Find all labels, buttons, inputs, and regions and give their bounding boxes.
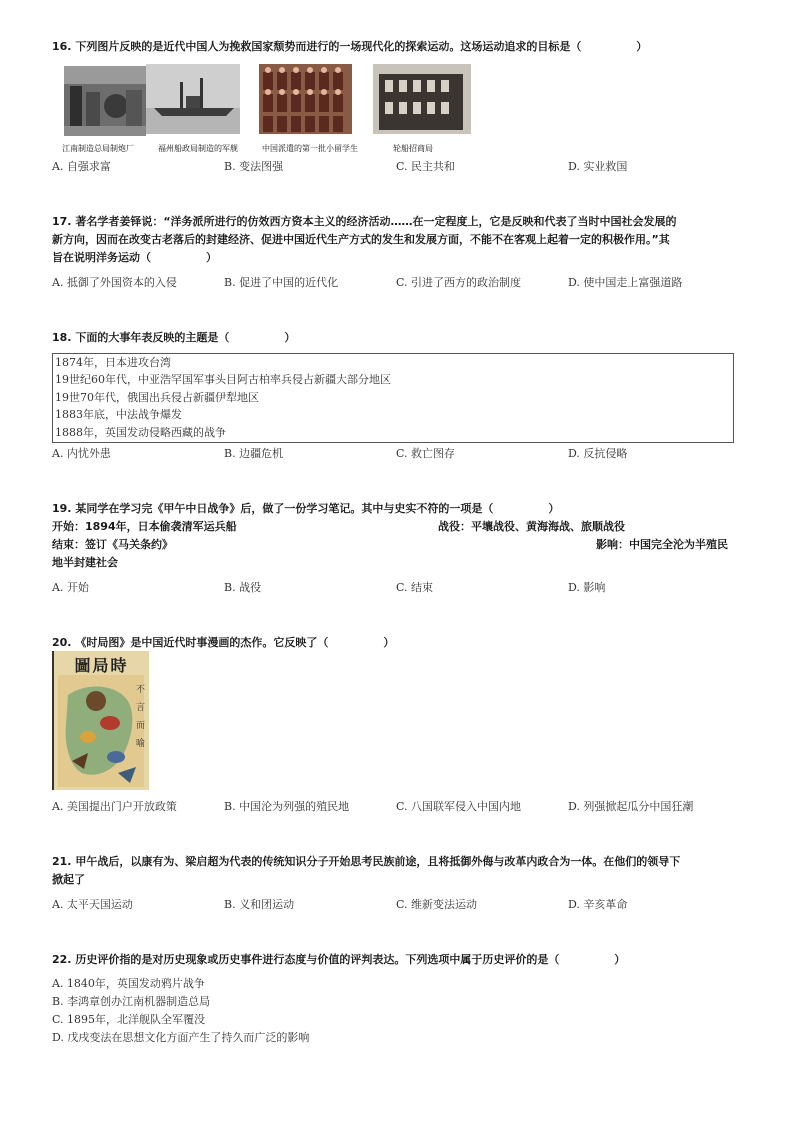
q21-stem-line2: 掀起了 bbox=[52, 873, 85, 886]
q22-option-b[interactable]: B. 李鸿章创办江南机器制造总局 bbox=[52, 995, 211, 1008]
q21-option-d[interactable]: D. 辛亥革命 bbox=[568, 898, 628, 911]
q21-option-b[interactable]: B. 义和团运动 bbox=[224, 898, 295, 911]
q22-option-c[interactable]: C. 1895年，北洋舰队全军覆没 bbox=[52, 1013, 206, 1026]
q16-photo-arsenal bbox=[64, 66, 146, 136]
q18-option-b[interactable]: B. 边疆危机 bbox=[224, 447, 284, 460]
q18-option-a[interactable]: A. 内忧外患 bbox=[52, 447, 111, 460]
q16-option-b[interactable]: B. 变法图强 bbox=[224, 160, 284, 173]
q21-stem-line1: 21. 甲午战后，以康有为、梁启超为代表的传统知识分子开始思考民族前途，且将抵御外侮与改革内政合为一体。在他们的领导下 bbox=[52, 855, 681, 868]
q19-option-c[interactable]: C. 结束 bbox=[396, 581, 434, 594]
q17-option-b[interactable]: B. 促进了中国的近代化 bbox=[224, 276, 339, 289]
q18-table-row: 1883年底，中法战争爆发 bbox=[55, 408, 182, 422]
q18-stem: 18. 下面的大事年表反映的主题是（ ） bbox=[52, 331, 296, 344]
q20-option-a[interactable]: A. 美国提出门户开放政策 bbox=[52, 800, 177, 813]
q18-table-row: 1874年，日本进攻台湾 bbox=[55, 356, 171, 369]
q19-note-impact-cont: 地半封建社会 bbox=[52, 556, 118, 569]
q16-caption-1: 江南制造总局制炮厂 bbox=[62, 144, 134, 153]
q17-option-c[interactable]: C. 引进了西方的政治制度 bbox=[396, 276, 522, 289]
q18-option-d[interactable]: D. 反抗侵略 bbox=[568, 447, 628, 460]
q17-stem-line3: 旨在说明洋务运动（ ） bbox=[52, 251, 217, 264]
q16-option-a[interactable]: A. 自强求富 bbox=[52, 160, 111, 173]
q20-option-c[interactable]: C. 八国联军侵入中国内地 bbox=[396, 800, 522, 813]
q19-note-battle: 战役：平壤战役、黄海海战、旅顺战役 bbox=[438, 520, 625, 533]
q16-photo-students bbox=[259, 64, 352, 134]
q19-option-a[interactable]: A. 开始 bbox=[52, 581, 89, 594]
q17-stem-line1: 17. 著名学者姜铎说：“洋务派所进行的仿效西方资本主义的经济活动……在一定程度上，它是反映和代表了当时中国社会发展的 bbox=[52, 215, 677, 228]
q21-option-a[interactable]: A. 太平天国运动 bbox=[52, 898, 133, 911]
q22-option-a[interactable]: A. 1840年，英国发动鸦片战争 bbox=[52, 977, 205, 990]
q16-caption-2: 福州船政局制造的军舰 bbox=[158, 144, 238, 153]
q17-stem-line2: 新方向，因而在改变古老落后的封建经济、促进中国近代生产方式的发生和发展方面，不能不在客观上起着一定的积极作用。”其 bbox=[52, 233, 670, 246]
q19-note-impact: 影响：中国完全沦为半殖民 bbox=[596, 538, 728, 551]
q20-cartoon-title: 圖局時 bbox=[74, 656, 129, 675]
q22-option-d[interactable]: D. 戊戌变法在思想文化方面产生了持久而广泛的影响 bbox=[52, 1031, 310, 1044]
q20-cartoon-image bbox=[52, 651, 149, 790]
q16-caption-3: 中国派遣的第一批小留学生 bbox=[262, 144, 358, 153]
q20-cartoon-map bbox=[58, 675, 144, 787]
q20-cartoon-side-text: 不言而喻 bbox=[136, 685, 146, 749]
q19-stem: 19. 某同学在学习完《甲午中日战争》后，做了一份学习笔记。其中与史实不符的一项是（ ） bbox=[52, 502, 560, 515]
q20-stem: 20. 《时局图》是中国近代时事漫画的杰作。它反映了（ ） bbox=[52, 636, 395, 649]
q22-stem: 22. 历史评价指的是对历史现象或历史事件进行态度与价值的评判表达。下列选项中属于历史评价的是（ ） bbox=[52, 953, 626, 966]
q18-table-row: 19世70年代，俄国出兵侵占新疆伊犁地区 bbox=[55, 390, 259, 404]
q19-note-end: 结束：签订《马关条约》 bbox=[52, 538, 173, 551]
q16-option-c[interactable]: C. 民主共和 bbox=[396, 160, 456, 173]
q17-option-a[interactable]: A. 抵御了外国资本的入侵 bbox=[52, 276, 177, 289]
q21-option-c[interactable]: C. 维新变法运动 bbox=[396, 898, 478, 911]
q16-stem: 16. 下列图片反映的是近代中国人为挽救国家颓势而进行的一场现代化的探索运动。这场运动追求的目标是（ ） bbox=[52, 40, 648, 53]
q20-option-d[interactable]: D. 列强掀起瓜分中国狂潮 bbox=[568, 800, 694, 813]
q18-table-row: 1888年，英国发动侵略西藏的战争 bbox=[55, 425, 226, 439]
q17-option-d[interactable]: D. 使中国走上富强道路 bbox=[568, 276, 683, 289]
q19-note-start: 开始：1894年，日本偷袭清军运兵船 bbox=[52, 520, 237, 533]
q19-option-d[interactable]: D. 影响 bbox=[568, 581, 606, 594]
q16-option-d[interactable]: D. 实业救国 bbox=[568, 160, 628, 173]
q16-caption-4: 轮船招商局 bbox=[393, 144, 433, 153]
q18-table-row: 19世纪60年代，中亚浩罕国军事头目阿古柏率兵侵占新疆大部分地区 bbox=[55, 373, 391, 387]
q18-option-c[interactable]: C. 救亡图存 bbox=[396, 447, 456, 460]
q16-photo-warship bbox=[146, 64, 240, 134]
q16-photo-merchants-bureau bbox=[373, 64, 471, 134]
q19-option-b[interactable]: B. 战役 bbox=[224, 581, 262, 594]
q18-chronology-table bbox=[52, 353, 734, 443]
q20-option-b[interactable]: B. 中国沦为列强的殖民地 bbox=[224, 800, 350, 813]
